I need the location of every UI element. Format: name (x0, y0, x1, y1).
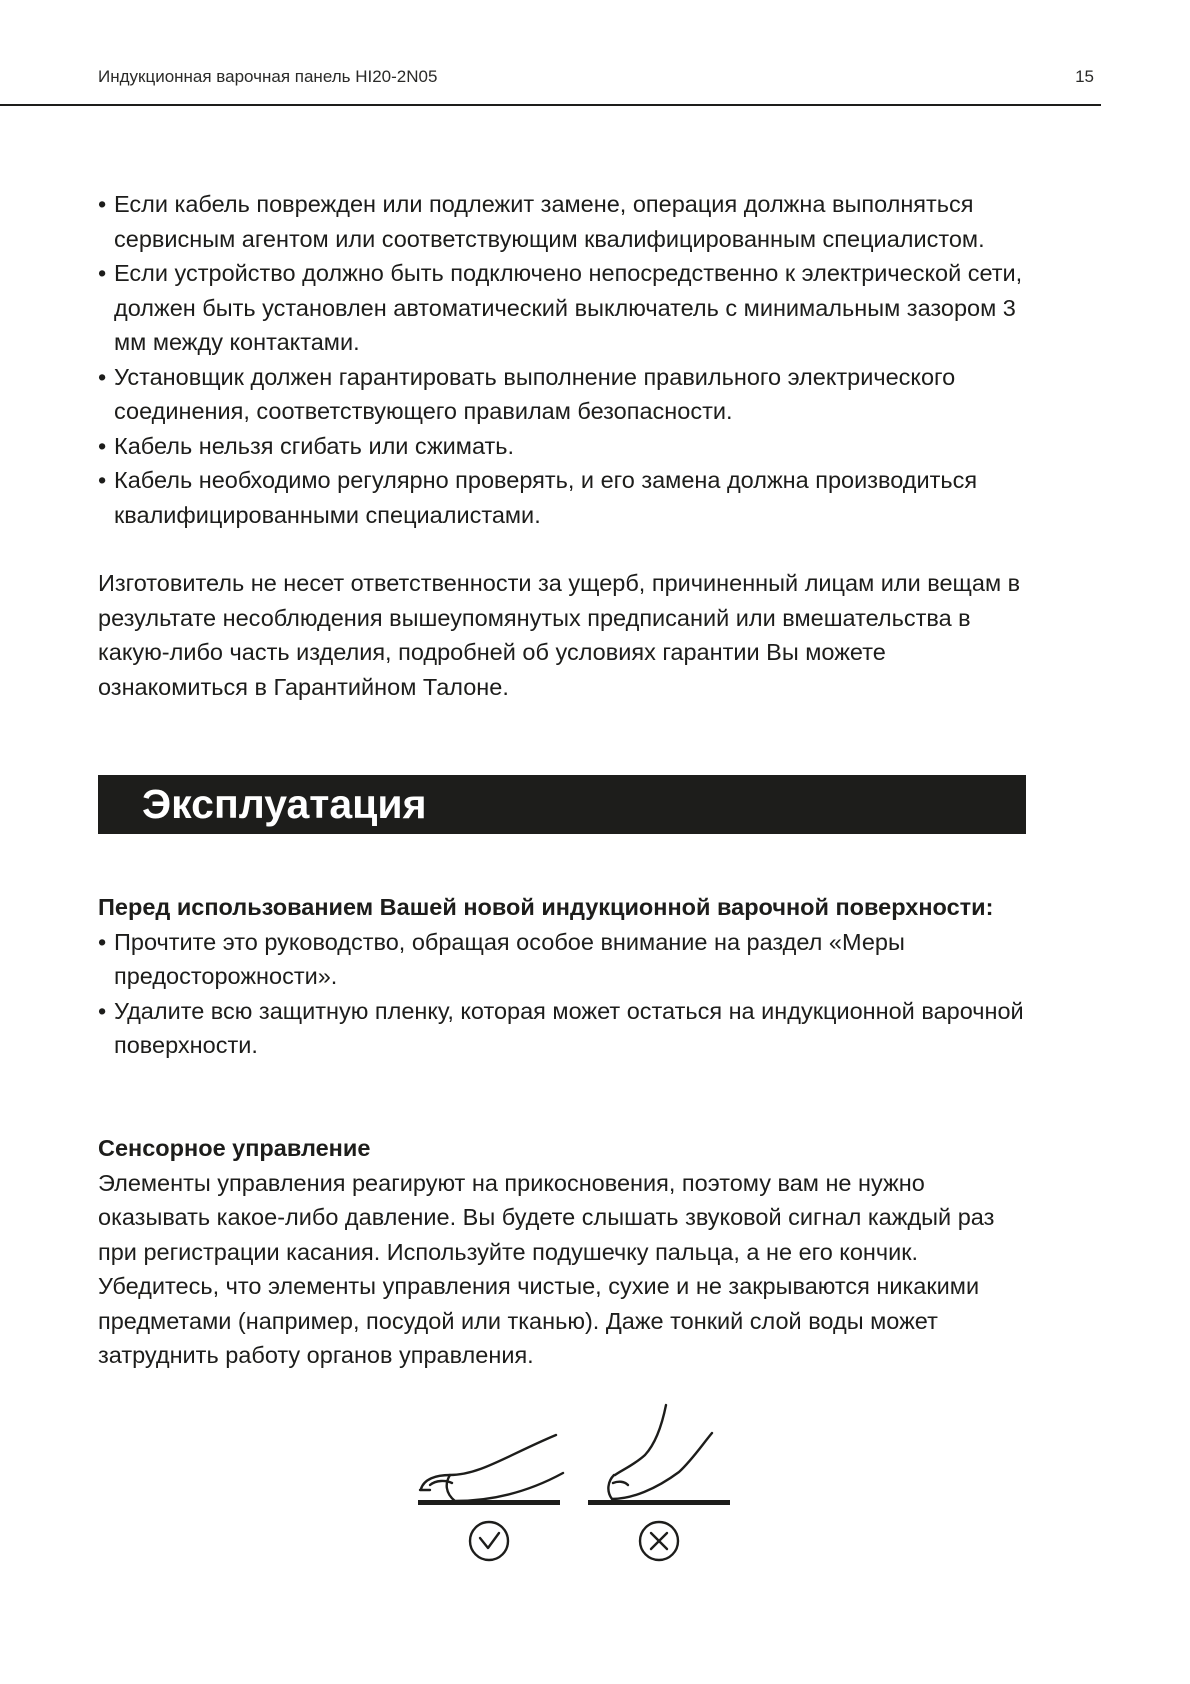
disclaimer-paragraph: Изготовитель не несет ответственности за ущерб, причиненный лицам или вещам в результате несоблюдения вышеупомянутых предписаний или вмешательства в какую-либо часть изделия, подробней об условиях гарантии Вы можете ознакомиться в Гарантийном Талоне. (98, 570, 1021, 700)
safety-bullet-list (98, 187, 1038, 532)
finger-pad-drawing (420, 1435, 563, 1501)
list-item: • Кабель необходимо регулярно проверять, и его замена должна производиться квалифицированными специалистами. (98, 463, 1038, 532)
document-title: Индукционная варочная панель HI20-2N05 (98, 67, 438, 86)
before-use-block (98, 890, 1038, 1063)
list-item: • Кабель нельзя сгибать или сжимать. (98, 429, 1038, 464)
before-use-bullet-list (98, 925, 1038, 1063)
running-header (98, 67, 1094, 91)
before-use-heading: Перед использованием Вашей новой индукционной варочной поверхности: (98, 894, 994, 920)
safety-list-block (98, 187, 1038, 532)
header-divider (0, 104, 1101, 106)
touch-control-paragraph-1: Элементы управления реагируют на прикосновения, поэтому вам не нужно оказывать какое-либо давление. Вы будете слышать звуковой сигнал каждый раз при регистрации касания. Используйте подушечку пальца, а не его кончик. (98, 1169, 995, 1265)
fingertip-drawing (608, 1405, 712, 1499)
list-item: • Если устройство должно быть подключено непосредственно к электрической сети, должен быть установлен автоматический выключатель с минимальным зазором 3 мм между контактами. (98, 256, 1038, 360)
section-heading-bar (98, 775, 1026, 834)
touch-control-heading: Сенсорное управление (98, 1135, 371, 1161)
surface-line-right (588, 1500, 730, 1505)
section-title: Эксплуатация (142, 781, 427, 827)
surface-line-left (418, 1500, 560, 1505)
disclaimer-block (98, 566, 1038, 704)
list-item: • Прочтите это руководство, обращая особое внимание на раздел «Меры предосторожности». (98, 925, 1038, 994)
touch-control-block (98, 1131, 1038, 1373)
list-item: • Установщик должен гарантировать выполнение правильного электрического соединения, соответствующего правилам безопасности. (98, 360, 1038, 429)
finger-illustration-svg (400, 1395, 740, 1565)
list-item: • Удалите всю защитную пленку, которая может остаться на индукционной варочной поверхности. (98, 994, 1038, 1063)
page-number: 15 (1075, 67, 1094, 86)
touch-control-paragraph-2: Убедитесь, что элементы управления чистые, сухие и не закрываются никакими предметами (например, посудой или тканью). Даже тонкий слой воды может затруднить работу органов управления. (98, 1273, 980, 1368)
list-item: • Если кабель поврежден или подлежит замене, операция должна выполняться сервисным агентом или соответствующим квалифицированным специалистом. (98, 187, 1038, 256)
check-circle-icon (470, 1522, 508, 1560)
finger-touch-illustration (400, 1395, 740, 1565)
cross-circle-icon (640, 1522, 678, 1560)
